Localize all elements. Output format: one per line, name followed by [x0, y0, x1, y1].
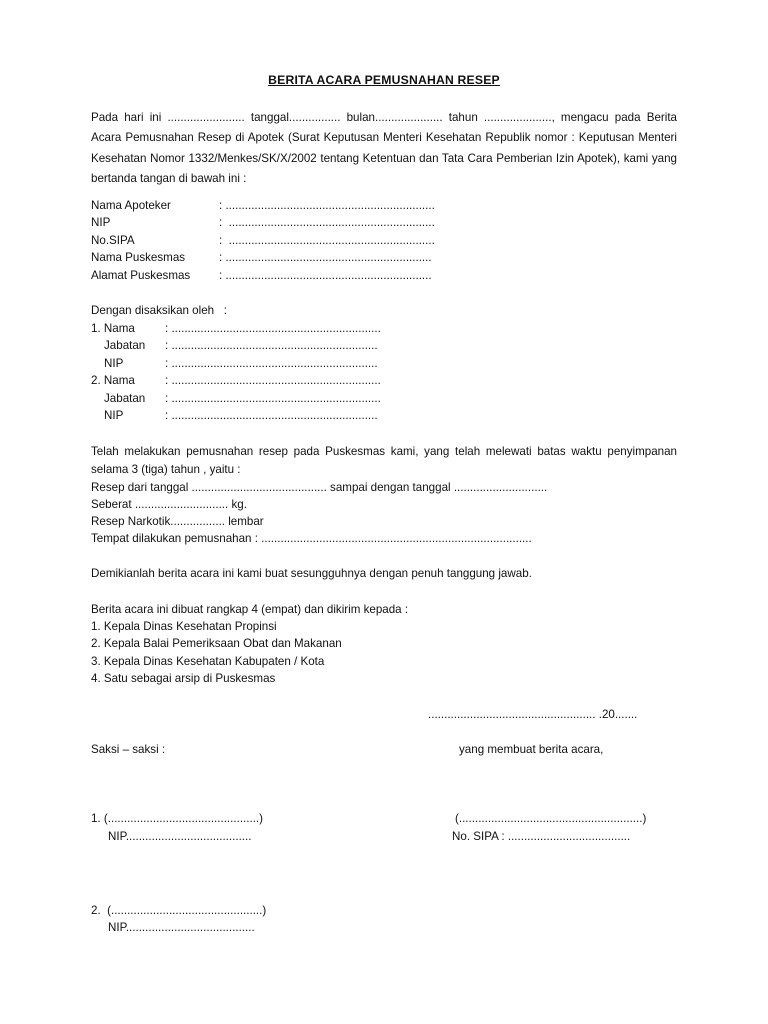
witness1-name-label: 1. Nama [91, 322, 135, 335]
witness2-position-label: Jabatan [104, 392, 146, 405]
resep-date-range: Resep dari tanggal .......................................... sampai dengan tanggal ............................. [91, 481, 548, 494]
witness1-signature: 1. (...............................................) [91, 812, 264, 825]
narcotic-line: Resep Narkotik................. lembar [91, 515, 264, 528]
maker-sipa: No. SIPA : ...................................... [452, 830, 631, 843]
field-label-alamat: Alamat Puskesmas [91, 269, 191, 282]
field-value-alamat: : ................................................................ [219, 269, 432, 282]
copy-item-3: 3. Kepala Dinas Kesehatan Kabupaten / Kota [91, 655, 325, 668]
witness2-signature-nip: NIP........................................ [108, 921, 255, 934]
field-value-puskesmas: : ................................................................ [219, 251, 432, 264]
field-value-nip: : ................................................................ [219, 216, 435, 229]
field-label-puskesmas: Nama Puskesmas [91, 251, 186, 264]
witnesses-label: Saksi – saksi : [91, 743, 166, 756]
witness1-nip-value: : ................................................................ [165, 357, 378, 370]
witness2-position-value: : ................................................................. [165, 392, 381, 405]
date-line: .................................................... .20....... [428, 708, 638, 721]
intro-paragraph: Pada hari ini ........................ tanggal................ bulan..................... tahun ....................., mengacu pada Berita Acara Pemusnahan Resep di Apotek (Surat Keputusan Menteri Kesehatan Republik nomor : Keputusan Menteri Kesehatan Nomor 1332/Menkes/SK/X/2002 tentang Ketentuan dan Tata Cara Pemberian Izin Apotek), kami yang bertanda tangan di bawah ini : [91, 111, 677, 186]
witness1-signature-nip: NIP....................................... [108, 830, 252, 843]
weight-line: Seberat ............................. kg. [91, 498, 247, 511]
closing-statement: Demikianlah berita acara ini kami buat sesungguhnya dengan penuh tanggung jawab. [91, 567, 532, 580]
witness1-nip-label: NIP [104, 357, 124, 370]
field-label-sipa: No.SIPA [91, 234, 135, 247]
witness2-name-value: : ................................................................. [165, 374, 381, 387]
field-value-apoteker: : ................................................................. [219, 199, 435, 212]
witness1-name-value: : ................................................................. [165, 322, 381, 335]
location-line: Tempat dilakukan pemusnahan : .................................................................................... [91, 532, 532, 545]
witness-heading: Dengan disaksikan oleh : [91, 304, 227, 317]
copy-item-4: 4. Satu sebagai arsip di Puskesmas [91, 672, 276, 685]
copy-item-1: 1. Kepala Dinas Kesehatan Propinsi [91, 620, 277, 633]
witness2-name-label: 2. Nama [91, 374, 135, 387]
copy-item-2: 2. Kepala Balai Pemeriksaan Obat dan Makanan [91, 637, 342, 650]
witness1-position-label: Jabatan [104, 339, 146, 352]
witness2-signature: 2. (...............................................) [91, 904, 267, 917]
maker-label: yang membuat berita acara, [459, 743, 604, 756]
witness1-position-value: : ................................................................ [165, 339, 378, 352]
witness2-nip-label: NIP [104, 409, 124, 422]
copies-intro: Berita acara ini dibuat rangkap 4 (empat) dan dikirim kepada : [91, 603, 409, 616]
field-value-sipa: : ................................................................ [219, 234, 435, 247]
document-title: BERITA ACARA PEMUSNAHAN RESEP [268, 73, 500, 87]
destruction-paragraph: Telah melakukan pemusnahan resep pada Puskesmas kami, yang telah melewati batas waktu penyimpanan selama 3 (tiga) tahun , yaitu : [91, 445, 677, 476]
field-label-nip: NIP [91, 216, 111, 229]
maker-signature: (.........................................................) [455, 812, 647, 825]
field-label-apoteker: Nama Apoteker [91, 199, 171, 212]
witness2-nip-value: : ................................................................ [165, 409, 378, 422]
